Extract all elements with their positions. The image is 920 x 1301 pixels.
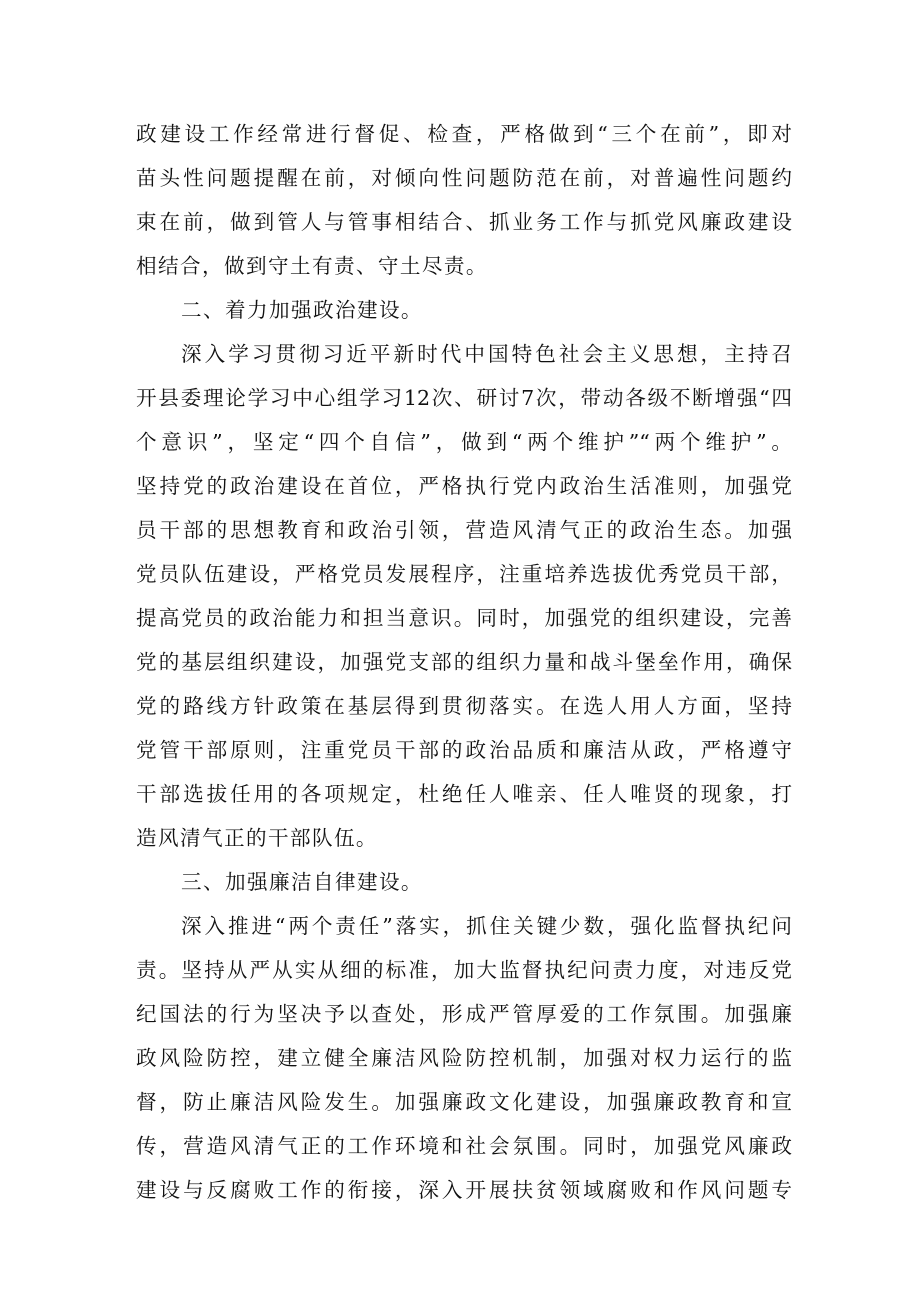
paragraph-line: 党员队伍建设，严格党员发展程序，注重培养选拔优秀党员干部， — [136, 562, 792, 586]
paragraph-line: 深入学习贯彻习近平新时代中国特色社会主义思想，主持召 — [181, 342, 792, 366]
paragraph-line: 政建设工作经常进行督促、检查，严格做到“三个在前”，即对 — [136, 122, 792, 146]
section-heading: 二、着力加强政治建设。 — [181, 298, 423, 322]
paragraph-line: 个意识”，坚定“四个自信”，做到“两个维护”“两个维护”。 — [136, 430, 792, 454]
paragraph-line: 建设与反腐败工作的衔接，深入开展扶贫领域腐败和作风问题专 — [136, 1178, 792, 1202]
paragraph-line: 员干部的思想教育和政治引领，营造风清气正的政治生态。加强 — [136, 518, 792, 542]
paragraph-line: 开县委理论学习中心组学习12次、研讨7次，带动各级不断增强“四 — [136, 386, 792, 410]
paragraph-line: 干部选拔任用的各项规定，杜绝任人唯亲、任人唯贤的现象，打 — [136, 782, 792, 806]
paragraph-line: 党的基层组织建设，加强党支部的组织力量和战斗堡垒作用，确保 — [136, 650, 792, 674]
paragraph-line: 党的路线方针政策在基层得到贯彻落实。在选人用人方面，坚持 — [136, 694, 792, 718]
paragraph-line: 束在前，做到管人与管事相结合、抓业务工作与抓党风廉政建设 — [136, 210, 792, 234]
paragraph-line: 传，营造风清气正的工作环境和社会氛围。同时，加强党风廉政 — [136, 1134, 792, 1158]
paragraph-line: 苗头性问题提醒在前，对倾向性问题防范在前，对普遍性问题约 — [136, 166, 792, 190]
paragraph-line: 深入推进“两个责任”落实，抓住关键少数，强化监督执纪问 — [181, 914, 792, 938]
paragraph-line: 提高党员的政治能力和担当意识。同时，加强党的组织建设，完善 — [136, 606, 792, 630]
paragraph-line: 党管干部原则，注重党员干部的政治品质和廉洁从政，严格遵守 — [136, 738, 792, 762]
paragraph-line: 相结合，做到守土有责、守土尽责。 — [136, 254, 488, 278]
paragraph-line: 坚持党的政治建设在首位，严格执行党内政治生活准则，加强党 — [136, 474, 792, 498]
paragraph-line: 责。坚持从严从实从细的标准，加大监督执纪问责力度，对违反党 — [136, 958, 792, 982]
document-page — [136, 112, 792, 1212]
paragraph-line: 造风清气正的干部队伍。 — [136, 826, 378, 850]
section-heading: 三、加强廉洁自律建设。 — [181, 870, 423, 894]
paragraph-line: 督，防止廉洁风险发生。加强廉政文化建设，加强廉政教育和宣 — [136, 1090, 792, 1114]
paragraph-line: 纪国法的行为坚决予以查处，形成严管厚爱的工作氛围。加强廉 — [136, 1002, 792, 1026]
paragraph-line: 政风险防控，建立健全廉洁风险防控机制，加强对权力运行的监 — [136, 1046, 792, 1070]
